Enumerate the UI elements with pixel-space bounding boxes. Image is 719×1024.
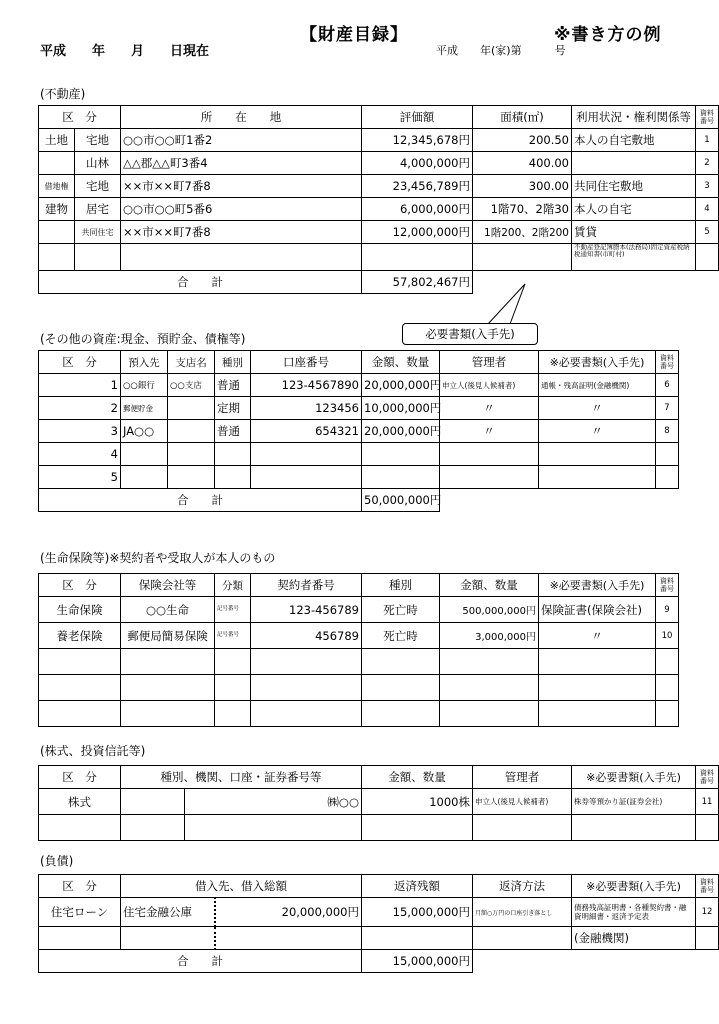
cell: 通帳・残高証明(金融機関) (539, 374, 656, 397)
total-value: 50,000,000円 (362, 489, 440, 512)
cell: 申立人(後見人候補者) (440, 374, 539, 397)
cell (539, 466, 656, 489)
section-insurance: (生命保険等)※契約者や受取人が本人のもの (40, 551, 276, 565)
table-row (39, 198, 719, 221)
cell: 20,000,000円 (362, 374, 440, 397)
cell: 123-4567890 (251, 374, 362, 397)
header-cell: 種別、機関、口座・証券番号等 (121, 766, 362, 789)
table-row (39, 466, 679, 489)
header-cell: 資料番号 (696, 875, 719, 898)
total-row (39, 489, 679, 512)
header-cell: ※必要書類(入手先) (572, 766, 696, 789)
cell (215, 675, 251, 701)
cell: 住宅ローン (39, 898, 121, 927)
cell: 死亡時 (362, 597, 440, 623)
cell (440, 443, 539, 466)
cell: 借地権 (39, 175, 75, 198)
cell: 共同住宅敷地 (572, 175, 696, 198)
table-row (39, 649, 679, 675)
header-cell: 借入先、借入総額 (121, 875, 362, 898)
cell: 生命保険 (39, 597, 121, 623)
cell (572, 152, 696, 175)
cell: 6,000,000円 (362, 198, 473, 221)
cell: 4,000,000円 (362, 152, 473, 175)
table-row (39, 597, 679, 623)
cell (473, 815, 572, 841)
cell: 債務残高証明書・各種契約書・融資明細書・返済予定表 (572, 898, 696, 927)
total-row (39, 271, 719, 294)
example-label: ※書き方の例 (554, 25, 662, 45)
cell: 456789 (251, 623, 362, 649)
header-cell: 区 分 (39, 875, 121, 898)
table-row (39, 898, 719, 927)
table-row (39, 623, 679, 649)
total-row (39, 950, 719, 973)
debts-table (38, 874, 719, 973)
cell: △△郡△△町3番4 (121, 152, 362, 175)
table-row (39, 129, 719, 152)
document-note: 不動産登記簿謄本(法務局)固定資産税納税通知書(市町村) (572, 244, 696, 271)
cell: 記号番号 (215, 597, 251, 623)
cell: ㈱○○ (185, 789, 362, 815)
cell: 12,345,678円 (362, 129, 473, 152)
cell (362, 675, 440, 701)
cell (572, 815, 696, 841)
header-cell: 資料番号 (656, 351, 679, 374)
cell: 〃 (440, 397, 539, 420)
cell: 〃 (539, 623, 656, 649)
cell (656, 675, 679, 701)
cell (215, 443, 251, 466)
cell: 1 (696, 129, 719, 152)
section-stocks: (株式、投資信託等) (40, 744, 146, 758)
cell: 20,000,000円 (362, 420, 440, 443)
section-realestate: (不動産) (40, 87, 86, 101)
cell: ○○支店 (168, 374, 215, 397)
cell (362, 927, 473, 950)
cell: 3,000,000円 (440, 623, 539, 649)
cell: 土地 (39, 129, 75, 152)
cell (168, 397, 215, 420)
header-cell: 金額、数量 (440, 574, 539, 597)
cell: 7 (656, 397, 679, 420)
stocks-table (38, 765, 719, 841)
cell (539, 443, 656, 466)
table-row (39, 244, 719, 271)
cell: 郵便局簡易保険 (121, 623, 215, 649)
cell (362, 815, 473, 841)
table-row (39, 789, 719, 815)
total-label: 合 計 (39, 489, 362, 512)
table-row (39, 815, 719, 841)
cell (656, 466, 679, 489)
cell: 1000株 (362, 789, 473, 815)
header-cell: 金額、数量 (362, 351, 440, 374)
header-cell: 管理者 (440, 351, 539, 374)
cell: 12 (696, 898, 719, 927)
table-row (39, 443, 679, 466)
total-value: 15,000,000円 (362, 950, 473, 973)
header-cell: 資料番号 (696, 766, 719, 789)
cell (121, 789, 185, 815)
cell: 申立人(後見人候補者) (473, 789, 572, 815)
table-row (39, 221, 719, 244)
header-cell: ※必要書類(入手先) (539, 351, 656, 374)
cell (440, 701, 539, 727)
cell: 2 (696, 152, 719, 175)
cell: 3 (696, 175, 719, 198)
cell: 宅地 (75, 175, 121, 198)
cell: 12,000,000円 (362, 221, 473, 244)
header-cell: 区 分 (39, 106, 121, 129)
cell (39, 701, 121, 727)
header-cell: 資料番号 (696, 106, 719, 129)
header-cell: ※必要書類(入手先) (539, 574, 656, 597)
cell: 123456 (251, 397, 362, 420)
cell (121, 815, 185, 841)
cell: 〃 (440, 420, 539, 443)
header-cell: 区 分 (39, 351, 121, 374)
header-cell: 面積(㎡) (473, 106, 572, 129)
total-label: 合 計 (39, 271, 362, 294)
insurance-table (38, 573, 679, 727)
cell: 4 (39, 443, 121, 466)
cell: 郵便貯金 (121, 397, 168, 420)
cell: 500,000,000円 (440, 597, 539, 623)
cell: 2 (39, 397, 121, 420)
cell: 9 (656, 597, 679, 623)
cell (440, 466, 539, 489)
header-cell: 所 在 地 (121, 106, 362, 129)
cell (251, 675, 362, 701)
header-cell: 金額、数量 (362, 766, 473, 789)
cell (696, 244, 719, 271)
cell: 宅地 (75, 129, 121, 152)
cell: ○○生命 (121, 597, 215, 623)
cell (39, 675, 121, 701)
cell: 養老保険 (39, 623, 121, 649)
cell (39, 927, 121, 950)
header-cell: 種別 (215, 351, 251, 374)
cell (215, 927, 362, 950)
cell: 5 (696, 221, 719, 244)
realestate-table (38, 105, 719, 294)
cell (696, 927, 719, 950)
cell (362, 244, 473, 271)
cell (440, 649, 539, 675)
total-label: 合 計 (39, 950, 362, 973)
header-cell: 保険会社等 (121, 574, 215, 597)
cell: 23,456,789円 (362, 175, 473, 198)
header-cell: 区 分 (39, 766, 121, 789)
cell: 6 (656, 374, 679, 397)
case-number: 平成 年(家)第 号 (436, 44, 566, 57)
cell: ××市××町7番8 (121, 221, 362, 244)
header-cell: 口座番号 (251, 351, 362, 374)
cell (362, 649, 440, 675)
cell: 123-456789 (251, 597, 362, 623)
cell (121, 244, 362, 271)
table-row (39, 397, 679, 420)
table-row (39, 701, 679, 727)
date-label: 平成 年 月 日現在 (40, 44, 210, 59)
cell: 普通 (215, 420, 251, 443)
cell: 1階70、2階30 (473, 198, 572, 221)
cell (362, 466, 440, 489)
cell (539, 675, 656, 701)
cell (121, 927, 215, 950)
cell (39, 649, 121, 675)
table-row (39, 152, 719, 175)
header-cell: 契約者番号 (251, 574, 362, 597)
header-cell: 分類 (215, 574, 251, 597)
cell: 山林 (75, 152, 121, 175)
header-cell: 預入先 (121, 351, 168, 374)
cell (168, 466, 215, 489)
cell: 11 (696, 789, 719, 815)
cell (215, 466, 251, 489)
cell: 4 (696, 198, 719, 221)
callout-required-documents: 必要書類(入手先) (402, 323, 538, 345)
cell (656, 443, 679, 466)
cell (362, 443, 440, 466)
cell (39, 815, 121, 841)
cell: 10 (656, 623, 679, 649)
cell (251, 701, 362, 727)
cell: ××市××町7番8 (121, 175, 362, 198)
cell (215, 649, 251, 675)
cell (251, 443, 362, 466)
header-cell: 評価額 (362, 106, 473, 129)
header-cell: 区 分 (39, 574, 121, 597)
header-cell: 管理者 (473, 766, 572, 789)
cell (121, 443, 168, 466)
cell (39, 152, 75, 175)
cell (656, 701, 679, 727)
table-row (39, 420, 679, 443)
cell (215, 701, 251, 727)
cell (121, 649, 215, 675)
header-cell: 利用状況・権利関係等 (572, 106, 696, 129)
cell: 654321 (251, 420, 362, 443)
cell: 〃 (539, 420, 656, 443)
cell (696, 815, 719, 841)
cell: (金融機関) (572, 927, 696, 950)
cell: 月額○万円の口座引き落とし (473, 898, 572, 927)
cell (121, 675, 215, 701)
cell: 〃 (539, 397, 656, 420)
cell: 普通 (215, 374, 251, 397)
table-row (39, 175, 719, 198)
header-cell: 支店名 (168, 351, 215, 374)
cell (75, 244, 121, 271)
header-cell: 返済残額 (362, 875, 473, 898)
header-cell: 資料番号 (656, 574, 679, 597)
cell (168, 443, 215, 466)
cell: 死亡時 (362, 623, 440, 649)
cell: 15,000,000円 (362, 898, 473, 927)
header-cell: 返済方法 (473, 875, 572, 898)
cell: 20,000,000円 (215, 898, 362, 927)
header-cell: ※必要書類(入手先) (572, 875, 696, 898)
cell: 400.00 (473, 152, 572, 175)
cell: 共同住宅 (75, 221, 121, 244)
cell: 保険証書(保険会社) (539, 597, 656, 623)
cell (168, 420, 215, 443)
cell: ○○市○○町1番2 (121, 129, 362, 152)
cell (539, 649, 656, 675)
cell: 記号番号 (215, 623, 251, 649)
cell: 1 (39, 374, 121, 397)
header-cell: 種別 (362, 574, 440, 597)
section-debts: (負債) (40, 854, 74, 868)
cell: 8 (656, 420, 679, 443)
section-assets: (その他の資産:現金、預貯金、債権等) (40, 332, 246, 346)
cell: 5 (39, 466, 121, 489)
cell: ○○市○○町5番6 (121, 198, 362, 221)
cell (185, 815, 362, 841)
cell: 本人の自宅敷地 (572, 129, 696, 152)
cell: 株券等預かり証(証券会社) (572, 789, 696, 815)
table-row (39, 675, 679, 701)
cell: 300.00 (473, 175, 572, 198)
cell (121, 466, 168, 489)
assets-table (38, 350, 679, 512)
cell (440, 675, 539, 701)
cell: ○○銀行 (121, 374, 168, 397)
cell (39, 244, 75, 271)
table-row (39, 374, 679, 397)
cell (39, 221, 75, 244)
cell: 賃貸 (572, 221, 696, 244)
cell: JA○○ (121, 420, 168, 443)
cell: 建物 (39, 198, 75, 221)
cell (251, 649, 362, 675)
cell: 定期 (215, 397, 251, 420)
cell (440, 489, 679, 512)
page-title: 【財産目録】 (300, 25, 408, 45)
cell: 株式 (39, 789, 121, 815)
cell (473, 244, 572, 271)
cell (539, 701, 656, 727)
cell (473, 927, 572, 950)
cell (362, 701, 440, 727)
cell: 3 (39, 420, 121, 443)
cell: 居宅 (75, 198, 121, 221)
cell: 10,000,000円 (362, 397, 440, 420)
table-row (39, 927, 719, 950)
total-value: 57,802,467円 (362, 271, 473, 294)
cell (121, 701, 215, 727)
cell: 1階200、2階200 (473, 221, 572, 244)
cell (656, 649, 679, 675)
cell (473, 950, 719, 973)
cell: 200.50 (473, 129, 572, 152)
cell: 本人の自宅 (572, 198, 696, 221)
cell: 住宅金融公庫 (121, 898, 215, 927)
cell (251, 466, 362, 489)
